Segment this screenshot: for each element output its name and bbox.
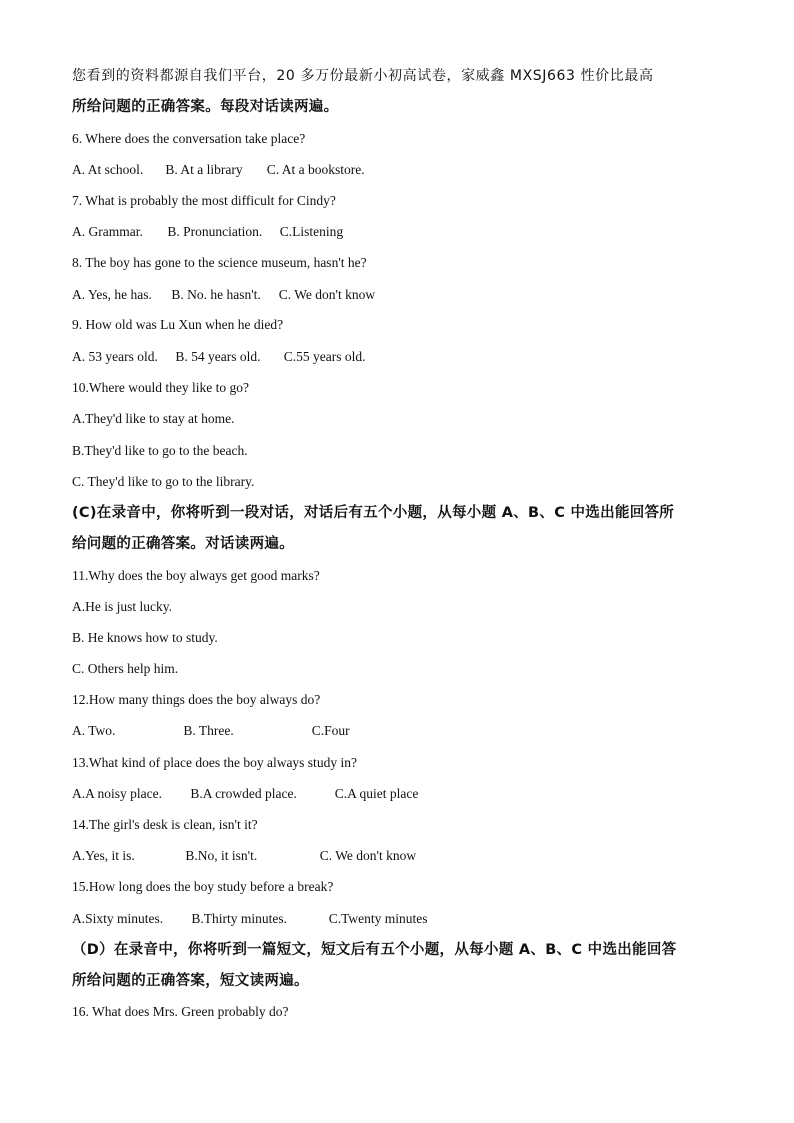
- section-d-instruction: （D）在录音中，你将听到一篇短文，短文后有五个小题，从每小题 A、B、C 中选出能回答: [72, 942, 677, 958]
- option-c: C. At a bookstore.: [266, 162, 365, 177]
- option-11b: B. He knows how to study.: [72, 630, 218, 645]
- option-a: A.Yes, it is.: [72, 848, 135, 863]
- option-10a: A.They'd like to stay at home.: [72, 411, 235, 426]
- option-b: B.No, it isn't.: [185, 848, 258, 863]
- option-b: B. At a library: [165, 162, 243, 177]
- option-11c: C. Others help him.: [72, 661, 179, 676]
- option-a: A. 53 years old.: [72, 349, 158, 364]
- option-c: C.A quiet place: [334, 786, 419, 801]
- option-a: A. At school.: [72, 162, 144, 177]
- option-a: A. Two.: [72, 723, 116, 738]
- options-14: [72, 847, 416, 865]
- banner-text: 您看到的资料都源自我们平台，20 多万份最新小初高试卷，家威鑫 MXSJ663 性价比最高: [72, 68, 654, 84]
- question-11: 11.Why does the boy always get good marks?: [72, 568, 320, 583]
- question-16: 16. What does Mrs. Green probably do?: [72, 1004, 289, 1019]
- section-c-instruction-2: 给问题的正确答案。对话读两遍。: [72, 536, 294, 552]
- option-11a: A.He is just lucky.: [72, 599, 172, 614]
- question-9: 9. How old was Lu Xun when he died?: [72, 317, 284, 332]
- options-13: [72, 785, 418, 803]
- question-13: 13.What kind of place does the boy always study in?: [72, 755, 357, 770]
- option-c: C.Twenty minutes: [328, 911, 428, 926]
- options-8: [72, 286, 375, 304]
- option-b: B.Thirty minutes.: [191, 911, 287, 926]
- question-8: 8. The boy has gone to the science museum, hasn't he?: [72, 255, 367, 270]
- question-10: 10.Where would they like to go?: [72, 380, 249, 395]
- question-6: 6. Where does the conversation take place?: [72, 131, 306, 146]
- options-7: [72, 223, 343, 241]
- option-a: A.Sixty minutes.: [72, 911, 164, 926]
- option-a: A. Grammar.: [72, 224, 143, 239]
- options-15: [72, 910, 428, 928]
- option-c: C. We don't know: [319, 848, 417, 863]
- options-12: [72, 722, 350, 740]
- section-b-instruction-tail: 所给问题的正确答案。每段对话读两遍。: [72, 99, 339, 115]
- option-b: B. 54 years old.: [175, 349, 261, 364]
- question-12: 12.How many things does the boy always do?: [72, 692, 321, 707]
- option-c: C.55 years old.: [283, 349, 366, 364]
- option-b: B. Pronunciation.: [167, 224, 263, 239]
- option-b: B. No. he hasn't.: [171, 287, 261, 302]
- section-d-instruction-2: 所给问题的正确答案，短文读两遍。: [72, 973, 309, 989]
- options-6: [72, 161, 365, 179]
- option-c: C.Listening: [279, 224, 344, 239]
- question-14: 14.The girl's desk is clean, isn't it?: [72, 817, 258, 832]
- option-b: B. Three.: [183, 723, 234, 738]
- option-c: C. We don't know: [278, 287, 376, 302]
- option-b: B.A crowded place.: [190, 786, 297, 801]
- option-a: A.A noisy place.: [72, 786, 162, 801]
- option-10b: B.They'd like to go to the beach.: [72, 443, 248, 458]
- option-a: A. Yes, he has.: [72, 287, 152, 302]
- section-c-instruction: (C)在录音中，你将听到一段对话，对话后有五个小题，从每小题 A、B、C 中选出能回答所: [72, 505, 675, 521]
- question-15: 15.How long does the boy study before a break?: [72, 879, 334, 894]
- option-c: C.Four: [311, 723, 350, 738]
- options-9: [72, 348, 366, 366]
- question-7: 7. What is probably the most difficult for Cindy?: [72, 193, 336, 208]
- option-10c: C. They'd like to go to the library.: [72, 474, 255, 489]
